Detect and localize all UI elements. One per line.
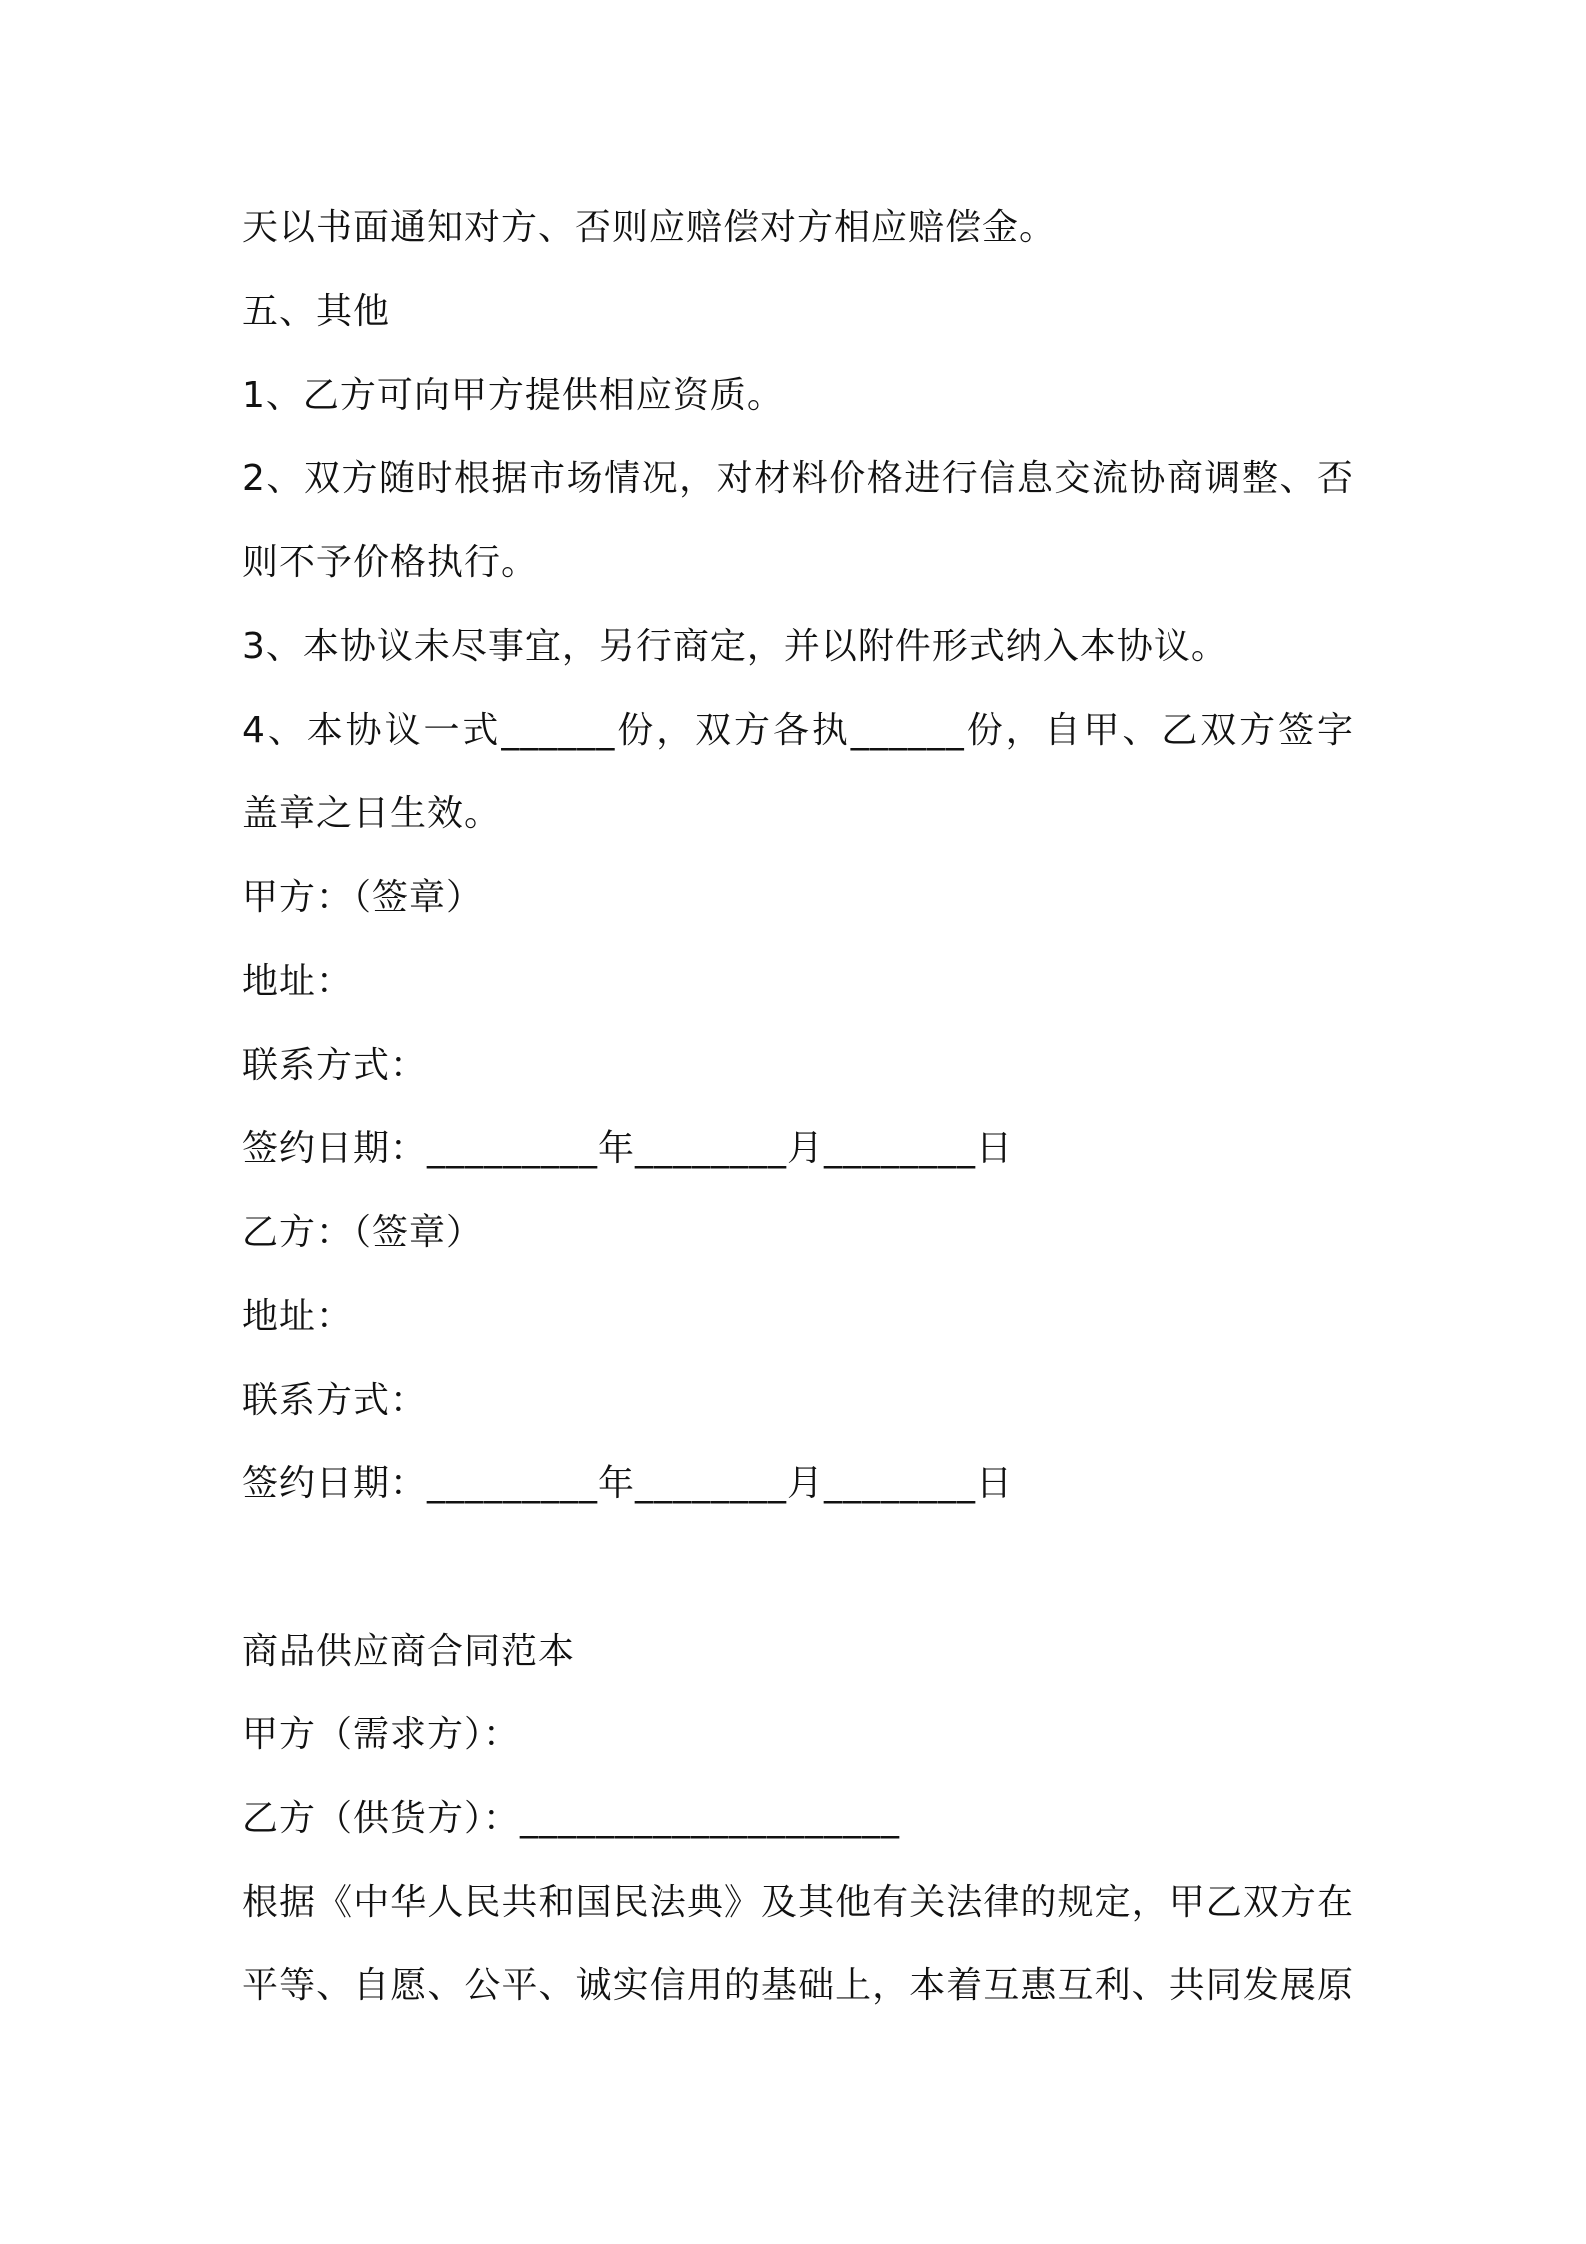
party-b-sign-date: 签约日期：_________年________月________日	[242, 1463, 1014, 1504]
party-b-address: 地址：	[242, 1296, 354, 1337]
preamble-line-2: 平等、自愿、公平、诚实信用的基础上，本着互惠互利、共同发展原	[242, 1965, 1354, 2006]
party-b-contact: 联系方式：	[242, 1380, 428, 1421]
contract-title: 商品供应商合同范本	[242, 1631, 576, 1672]
clause-2-continued: 则不予价格执行。	[242, 542, 539, 583]
party-a-signature: 甲方：（签章）	[242, 877, 484, 918]
party-b-supplier: 乙方（供货方）：____________________	[242, 1798, 901, 1839]
party-a-address: 地址：	[242, 961, 354, 1002]
text-line: 天以书面通知对方、否则应赔偿对方相应赔偿金。	[242, 207, 1057, 248]
clause-2: 2、双方随时根据市场情况，对材料价格进行信息交流协商调整、否	[242, 458, 1354, 499]
clause-4: 4、本协议一式______份，双方各执______份，自甲、乙双方签字	[242, 710, 1354, 751]
party-a-contact: 联系方式：	[242, 1045, 428, 1086]
section-heading: 五、其他	[242, 291, 391, 332]
clause-1: 1、乙方可向甲方提供相应资质。	[242, 375, 784, 416]
party-a-demander: 甲方（需求方）：	[242, 1714, 521, 1755]
party-b-signature: 乙方：（签章）	[242, 1212, 484, 1253]
clause-3: 3、本协议未尽事宜，另行商定，并以附件形式纳入本协议。	[242, 626, 1228, 667]
party-a-sign-date: 签约日期：_________年________月________日	[242, 1128, 1014, 1169]
clause-4-continued: 盖章之日生效。	[242, 793, 502, 834]
preamble-line-1: 根据《中华人民共和国民法典》及其他有关法律的规定，甲乙双方在	[242, 1882, 1354, 1923]
